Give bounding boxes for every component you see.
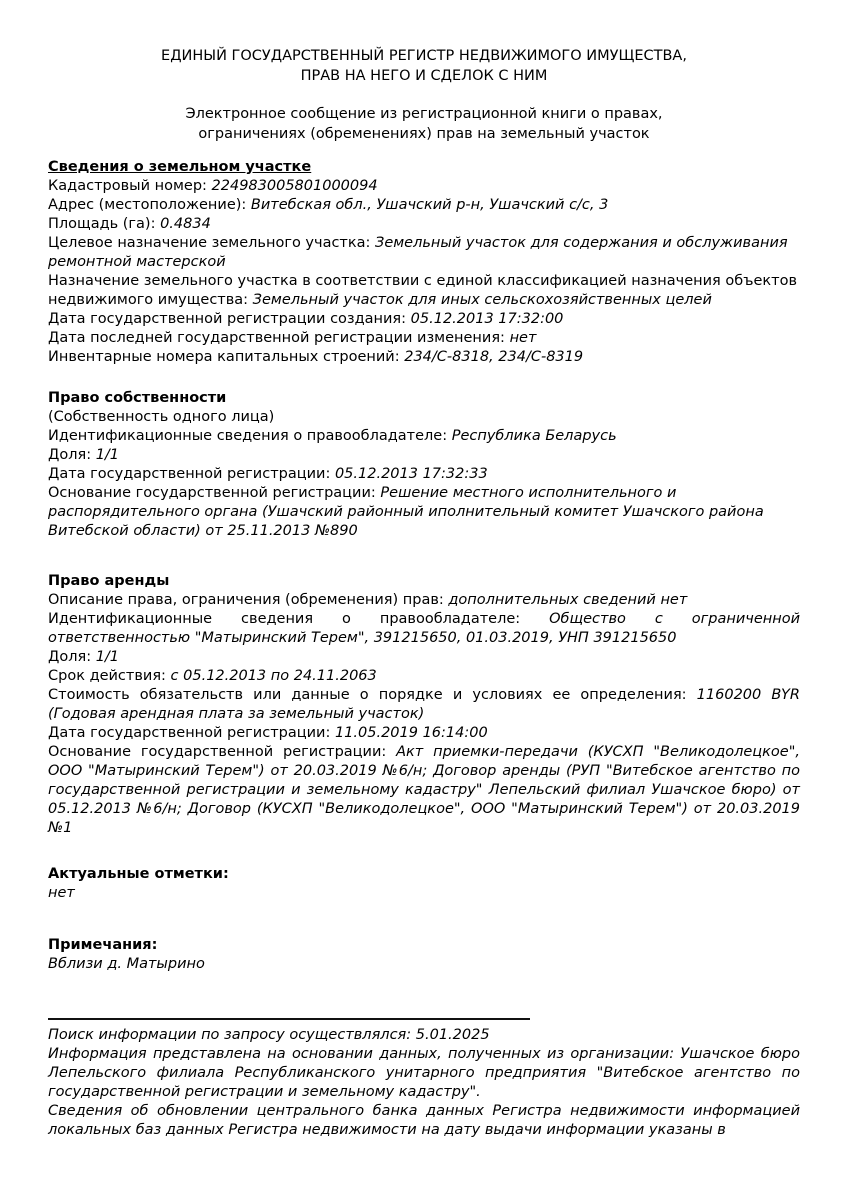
address (48, 196, 800, 215)
share (48, 648, 800, 667)
document-subtitle-line-1: Электронное сообщение из регистрационной книги о правах, (185, 106, 663, 122)
field-value: нет (509, 330, 537, 346)
field-label: Идентификационные сведения о правообладателе: (48, 428, 452, 444)
right-description (48, 591, 800, 610)
field-label: Инвентарные номера капитальных строений: (48, 349, 405, 365)
notes-section-heading: Примечания: (48, 937, 158, 953)
field-label: Целевое назначение земельного участка: (48, 235, 376, 251)
field-value: Сведения об обновлении центрального банка данных Регистра недвижимости информацией локальных баз данных Регистра недвижимости на дату выдачи информации указаны в (48, 1103, 800, 1138)
field-label: Срок действия: (48, 668, 171, 684)
search-date (48, 1026, 800, 1045)
update-info (48, 1102, 800, 1140)
registry-title (48, 46, 800, 86)
notes-value (48, 955, 800, 974)
field-value: Республика Беларусь (451, 428, 617, 444)
field-label: Дата государственной регистрации создания: (48, 311, 411, 327)
field-value: Витебская обл., Ушачский р-н, Ушачский с/с, 3 (250, 197, 609, 213)
field-label: Описание права, ограничения (обременения) прав: (48, 592, 449, 608)
field-value: 1/1 (95, 649, 120, 665)
registration-date (48, 465, 800, 484)
area (48, 215, 800, 234)
field-label: Назначение земельного участка в соответствии с единой классификацией назначения объектов недвижимого имущества: (48, 273, 797, 308)
registration-basis (48, 484, 800, 541)
notes-section (48, 936, 800, 974)
registration-date (48, 724, 800, 743)
actual-marks-value (48, 884, 800, 903)
field-value: Поиск информации по запросу осуществлялся: 5.01.2025 (48, 1027, 490, 1043)
field-label: Доля: (48, 649, 96, 665)
field-label: Идентификационные сведения о правообладателе: (48, 611, 550, 627)
land-plot-section-heading: Сведения о земельном участке (48, 159, 312, 175)
rightholder-info (48, 610, 800, 648)
field-value: 1/1 (95, 447, 120, 463)
lease-right-section-heading: Право аренды (48, 573, 170, 589)
data-source-info (48, 1045, 800, 1102)
field-value: Общество с ограниченной ответственностью "Матыринский Терем", 391215650, 01.03.2019, УНП 391215650 (48, 611, 801, 646)
lease-right-section (48, 572, 800, 838)
field-value: 05.12.2013 17:32:00 (410, 311, 564, 327)
land-plot-section (48, 158, 800, 367)
field-value: Решение местного исполнительного и распорядительного органа (Ушачский районный иполнительный комитет Ушачского района Витебской области) от 25.11.2013 №890 (48, 485, 764, 539)
field-label: Дата последней государственной регистрации изменения: (48, 330, 510, 346)
field-value: 234/С-8318, 234/С-8319 (404, 349, 584, 365)
purpose (48, 234, 800, 272)
document-subtitle-line-2: ограничениях (обременениях) прав на земельный участок (198, 126, 650, 142)
validity-period (48, 667, 800, 686)
classification-purpose (48, 272, 800, 310)
ownership-right-section (48, 389, 800, 541)
last-change-registration-date (48, 329, 800, 348)
cadastral-number (48, 177, 800, 196)
field-label: (Собственность одного лица) (48, 409, 275, 425)
field-value: Земельный участок для иных сельскохозяйственных целей (252, 292, 712, 308)
actual-marks-section-heading: Актуальные отметки: (48, 866, 229, 882)
field-value: Акт приемки-передачи (КУСХП "Великодолецкое", ООО "Матыринский Терем") от 20.03.2019 №6/н; Договор аренды (РУП "Витебское агентство по государственной регистрации и земельному кадастру" Лепельский филиал Ушачское бюро) от 05.12.2013 №6/н; Договор (КУСХП "Великодолецкое", ООО "Матыринский Терем") от 20.03.2019 №1 (48, 744, 800, 836)
field-label: Площадь (га): (48, 216, 161, 232)
share (48, 446, 800, 465)
obligation-value (48, 686, 800, 724)
field-label: Кадастровый номер: (48, 178, 212, 194)
field-label: Дата государственной регистрации: (48, 725, 335, 741)
field-value: 0.4834 (160, 216, 211, 232)
actual-marks-section (48, 865, 800, 903)
field-value: 05.12.2013 17:32:33 (334, 466, 488, 482)
document-subtitle (48, 104, 800, 144)
field-label: Адрес (местоположение): (48, 197, 251, 213)
field-value: Земельный участок для содержания и обслуживания ремонтной мастерской (48, 235, 788, 270)
field-label: Основание государственной регистрации: (48, 485, 381, 501)
rightholder-info (48, 427, 800, 446)
registry-title-line-1: ЕДИНЫЙ ГОСУДАРСТВЕННЫЙ РЕГИСТР НЕДВИЖИМОГО ИМУЩЕСТВА, (161, 48, 687, 64)
field-value: 224983005801000094 (211, 178, 378, 194)
field-value: 1160200 BYR (Годовая арендная плата за земельный участок) (48, 687, 800, 722)
field-label: Дата государственной регистрации: (48, 466, 335, 482)
ownership-right-section-heading: Право собственности (48, 390, 227, 406)
separator-line (48, 1018, 530, 1020)
field-label: Доля: (48, 447, 96, 463)
field-label: Основание государственной регистрации: (48, 744, 397, 760)
field-value: Вблизи д. Матырино (48, 956, 205, 972)
field-value: нет (48, 885, 75, 901)
field-value: с 05.12.2013 по 24.11.2063 (170, 668, 377, 684)
creation-registration-date (48, 310, 800, 329)
field-value: 11.05.2019 16:14:00 (334, 725, 488, 741)
field-value: дополнительных сведений нет (448, 592, 688, 608)
ownership-type (48, 408, 800, 427)
field-label: Стоимость обязательств или данные о порядке и условиях ее определения: (48, 687, 697, 703)
registry-title-line-2: ПРАВ НА НЕГО И СДЕЛОК С НИМ (300, 68, 548, 84)
document-body (48, 158, 800, 1140)
footer-section (48, 1018, 800, 1140)
field-value: Информация представлена на основании данных, полученных из организации: Ушачское бюро Лепельского филиала Республиканского унитарного предприятия "Витебское агентство по государственной регистрации и земельному кадастру". (48, 1046, 800, 1100)
registration-basis (48, 743, 800, 838)
inventory-numbers (48, 348, 800, 367)
